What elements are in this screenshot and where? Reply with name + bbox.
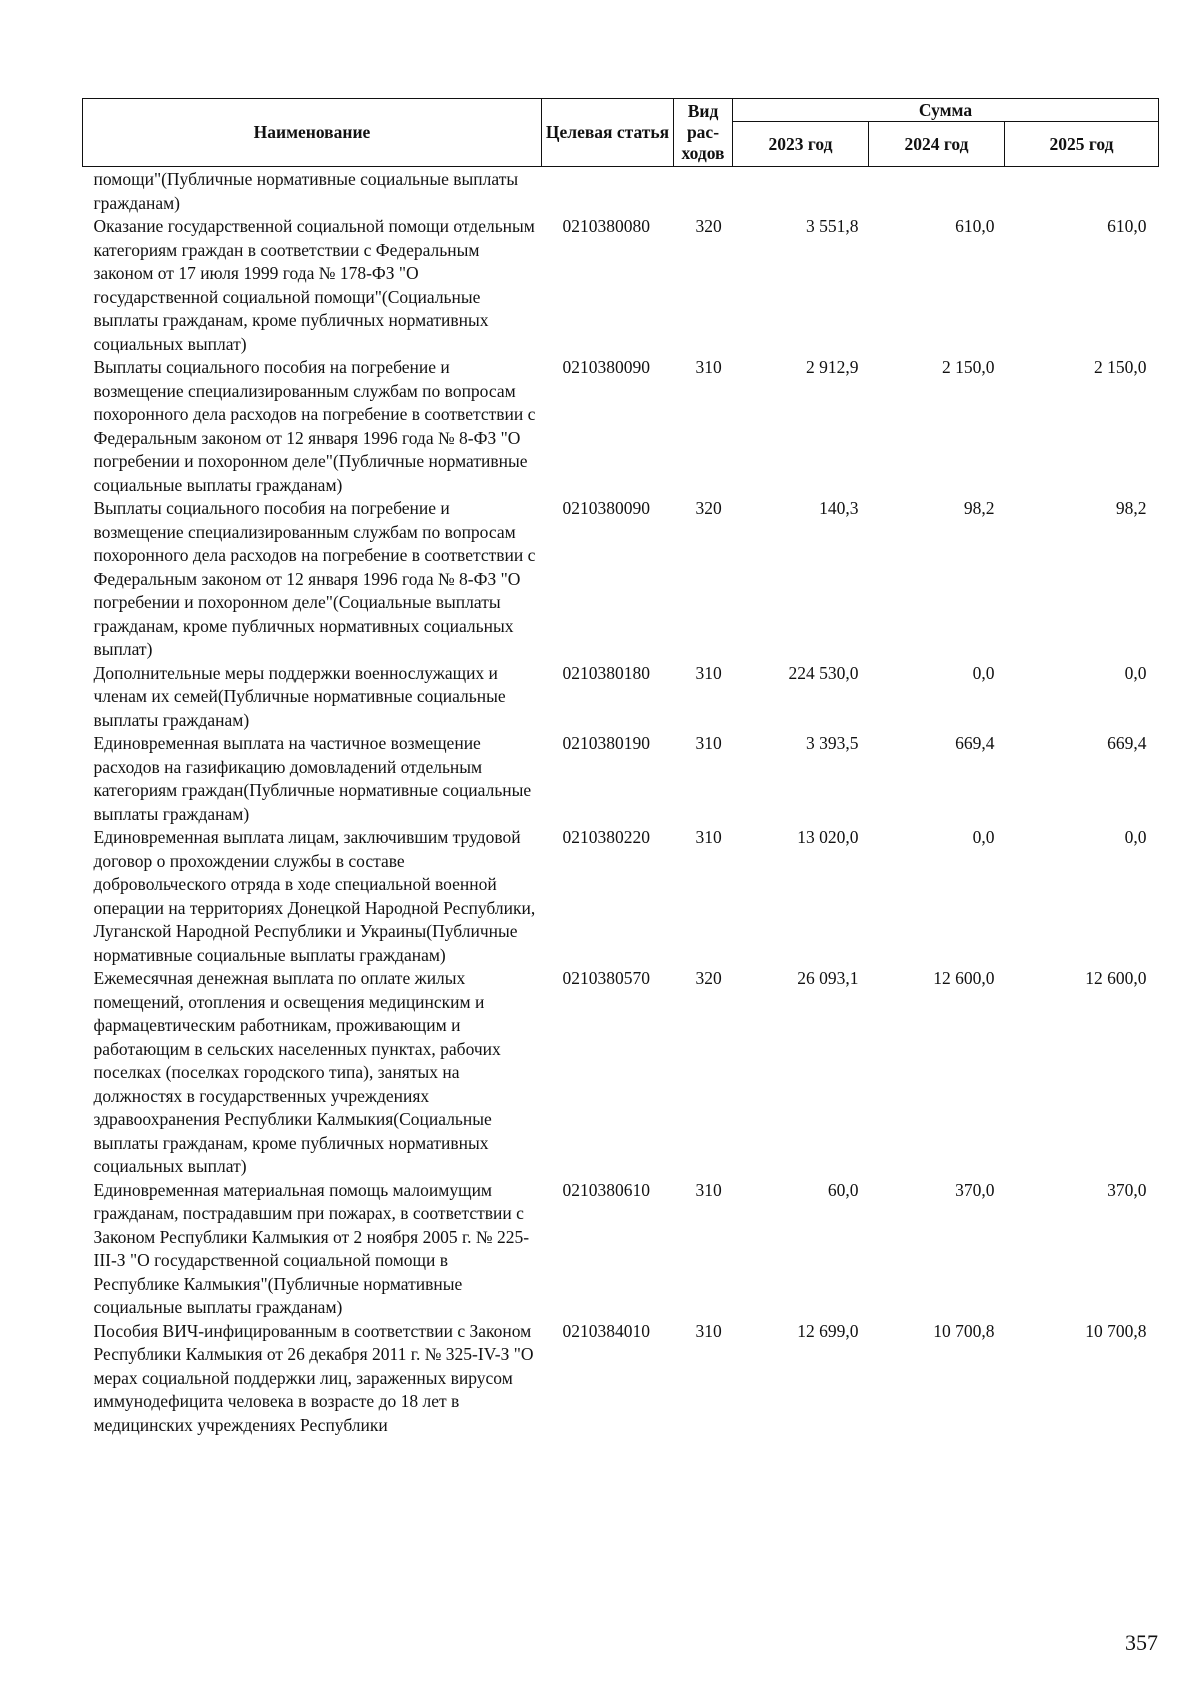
header-sum: Сумма — [733, 99, 1159, 122]
row-name: Единовременная выплата лицам, заключившим трудовой договор о прохождении службы в составе добровольческого отряда в ходе специальной военной операции на территориях Донецкой Народной Республики, Луганской Народной Республики и Украины(Публичные нормативные социальные выплаты гражданам) — [93, 827, 536, 965]
row-value-2024: 370,0 — [955, 1179, 995, 1200]
row-kind — [674, 167, 733, 216]
row-value-2025: 669,4 — [1107, 733, 1147, 753]
page-number: 357 — [1125, 1630, 1158, 1655]
row-value-2024: 2 150,0 — [942, 357, 995, 377]
table-row — [83, 1179, 1159, 1320]
row-name: Ежемесячная денежная выплата по оплате жилых помещений, отопления и освещения медицинским и фармацевтическим работникам, проживающим и работающим в сельских населенных пунктах, рабочих поселках (поселках городского типа), занятых на должностях в государственных учреждениях здравоохранения Республики Калмыкия(Социальные выплаты гражданам, кроме публичных нормативных социальных выплат) — [93, 968, 501, 1176]
row-kind: 320 — [695, 968, 722, 988]
table-row — [83, 497, 1159, 662]
table-row — [83, 356, 1159, 497]
row-code: 0210380090 — [562, 357, 650, 377]
table-row — [83, 662, 1159, 733]
row-value-2024: 10 700,8 — [933, 1320, 995, 1341]
row-code — [542, 167, 674, 216]
row-value-2023: 3 393,5 — [806, 733, 859, 753]
row-value-2023: 26 093,1 — [797, 968, 859, 988]
header-kind: Вид рас-ходов — [674, 99, 733, 167]
table-body — [83, 167, 1159, 1438]
row-kind: 310 — [695, 357, 722, 377]
row-value-2024: 98,2 — [963, 498, 995, 518]
row-value-2025: 12 600,0 — [1085, 968, 1147, 988]
row-name: помощи"(Публичные нормативные социальные выплаты гражданам) — [93, 169, 519, 213]
row-value-2024: 669,4 — [955, 733, 995, 753]
row-kind: 310 — [695, 662, 722, 683]
table-row — [83, 1320, 1159, 1438]
header-year-2024: 2024 год — [869, 122, 1005, 167]
row-value-2025: 2 150,0 — [1094, 357, 1147, 377]
row-value-2023: 140,3 — [819, 498, 859, 518]
row-kind: 310 — [695, 827, 722, 847]
row-code: 0210380090 — [562, 498, 650, 518]
row-kind: 320 — [695, 498, 722, 518]
row-value-2023: 2 912,9 — [806, 357, 859, 377]
table-row — [83, 215, 1159, 356]
budget-table — [82, 98, 1159, 1437]
row-value-2024 — [869, 167, 1005, 216]
row-kind: 310 — [695, 1179, 722, 1200]
row-name: Выплаты социального пособия на погребение и возмещение специализированным службам по вопросам похоронного дела расходов на погребение в соответствии с Федеральным законом от 12 января 1996 года № 8-ФЗ "О погребении и похоронном деле"(Социальные выплаты гражданам, кроме публичных нормативных социальных выплат) — [93, 498, 536, 659]
row-code: 0210380080 — [562, 216, 650, 236]
row-value-2025: 370,0 — [1107, 1179, 1147, 1200]
row-value-2024: 610,0 — [955, 216, 995, 236]
row-kind: 320 — [695, 216, 722, 236]
row-value-2023: 3 551,8 — [806, 216, 859, 236]
row-value-2023: 60,0 — [827, 1179, 859, 1200]
table-header — [83, 99, 1159, 167]
row-value-2024: 0,0 — [972, 827, 995, 847]
row-value-2023: 224 530,0 — [788, 662, 859, 683]
row-value-2024: 0,0 — [972, 662, 995, 683]
row-value-2025: 0,0 — [1124, 827, 1147, 847]
row-value-2025: 0,0 — [1124, 662, 1147, 683]
row-name: Выплаты социального пособия на погребение и возмещение специализированным службам по вопросам похоронного дела расходов на погребение в соответствии с Федеральным законом от 12 января 1996 года № 8-ФЗ "О погребении и похоронном деле"(Публичные нормативные социальные выплаты гражданам) — [93, 357, 536, 495]
header-year-2025: 2025 год — [1005, 122, 1159, 167]
table-row — [83, 967, 1159, 1179]
row-name: Дополнительные меры поддержки военнослужащих и членам их семей(Публичные нормативные социальные выплаты гражданам) — [93, 662, 506, 730]
row-value-2023 — [733, 167, 869, 216]
row-value-2024: 12 600,0 — [933, 968, 995, 988]
table-row — [83, 732, 1159, 826]
row-kind: 310 — [695, 733, 722, 753]
row-value-2025 — [1005, 167, 1159, 216]
row-name: Пособия ВИЧ-инфицированным в соответствии с Законом Республики Калмыкия от 26 декабря 2011 г. № 325-IV-З "О мерах социальной поддержки лиц, зараженных вирусом иммунодефицита человека в возрасте до 18 лет в медицинских учреждениях Республики — [93, 1320, 534, 1435]
row-code: 0210380180 — [562, 662, 650, 683]
row-code: 0210380220 — [562, 827, 650, 847]
row-code: 0210384010 — [562, 1320, 650, 1341]
header-name: Наименование — [83, 99, 542, 167]
header-year-2023: 2023 год — [733, 122, 869, 167]
row-name: Единовременная выплата на частичное возмещение расходов на газификацию домовладений отдельным категориям граждан(Публичные нормативные социальные выплаты гражданам) — [93, 733, 532, 824]
row-code: 0210380610 — [562, 1179, 650, 1200]
table-row — [83, 826, 1159, 967]
row-value-2025: 98,2 — [1115, 498, 1147, 518]
row-value-2023: 12 699,0 — [797, 1320, 859, 1341]
row-value-2025: 10 700,8 — [1085, 1320, 1147, 1341]
header-code: Целевая статья — [542, 99, 674, 167]
row-value-2023: 13 020,0 — [797, 827, 859, 847]
table-row — [83, 167, 1159, 216]
row-code: 0210380190 — [562, 733, 650, 753]
row-kind: 310 — [695, 1320, 722, 1341]
row-name: Оказание государственной социальной помощи отдельным категориям граждан в соответствии с Федеральным законом от 17 июля 1999 года № 178-ФЗ "О государственной социальной помощи"(Социальные выплаты гражданам, кроме публичных нормативных социальных выплат) — [93, 216, 535, 354]
row-code: 0210380570 — [562, 968, 650, 988]
row-name: Единовременная материальная помощь малоимущим гражданам, пострадавшим при пожарах, в соответствии с Законом Республики Калмыкия от 2 ноября 2005 г. № 225-III-З "О государственной социальной помощи в Республике Калмыкия"(Публичные нормативные социальные выплаты гражданам) — [93, 1179, 530, 1317]
row-value-2025: 610,0 — [1107, 216, 1147, 236]
